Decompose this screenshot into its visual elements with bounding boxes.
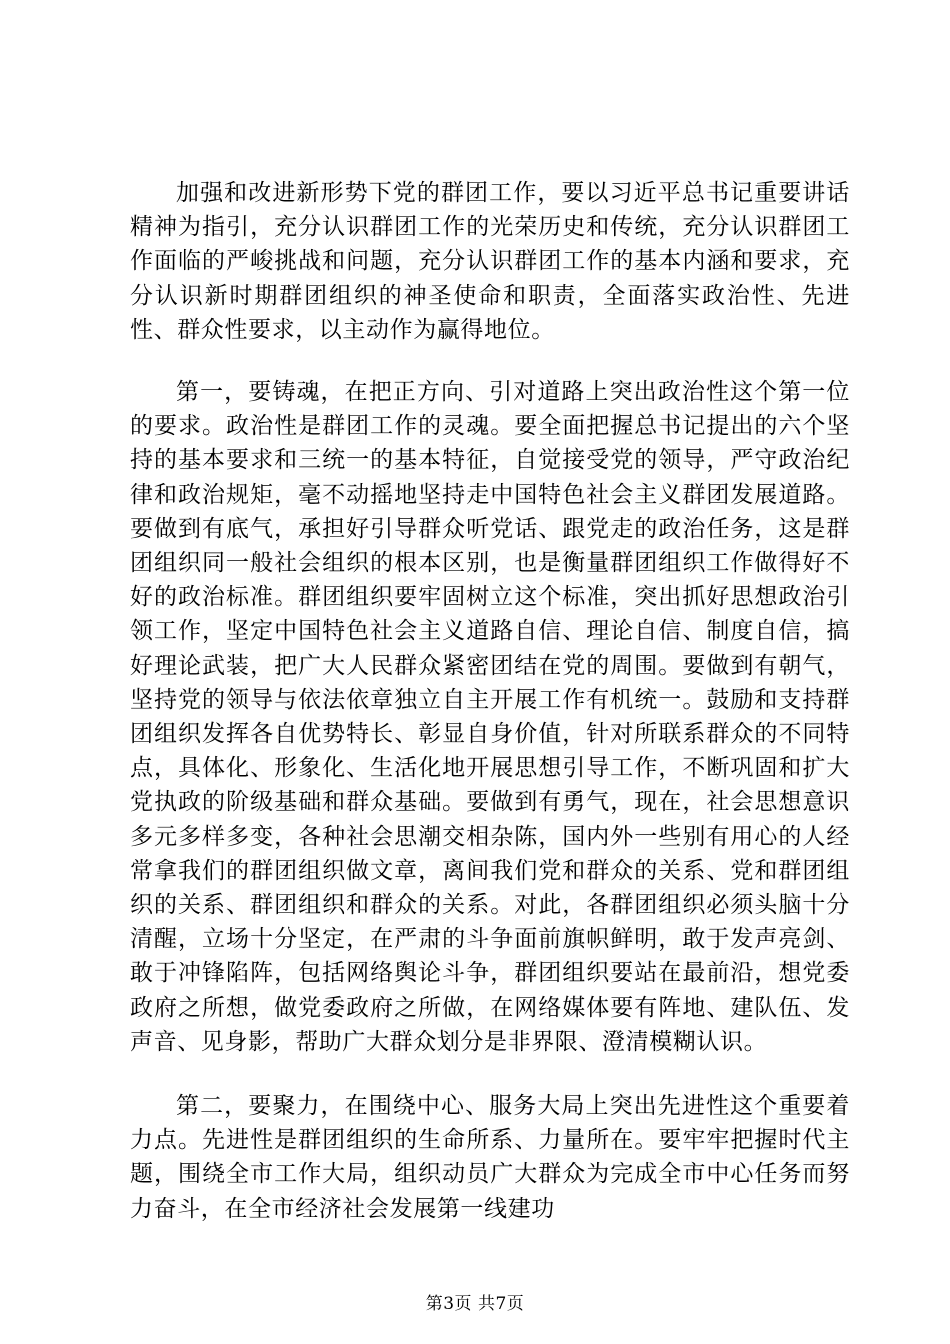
paragraph-second-point: 第二，要聚力，在围绕中心、服务大局上突出先进性这个重要着力点。先进性是群团组织的生命所系、力量所在。要牢牢把握时代主题，围绕全市工作大局，组织动员广大群众为完成全市中心任务而努力奋斗，在全市经济社会发展第一线建功 <box>130 1093 850 1222</box>
document-body <box>130 176 850 1254</box>
page-number-footer: 第3页 共7页 <box>425 1294 525 1314</box>
paragraph-first-point: 第一，要铸魂，在把正方向、引对道路上突出政治性这个第一位的要求。政治性是群团工作的灵魂。要全面把握总书记提出的六个坚持的基本要求和三统一的基本特征，自觉接受党的领导，严守政治纪律和政治规矩，毫不动摇地坚持走中国特色社会主义群团发展道路。要做到有底气，承担好引导群众听党话、跟党走的政治任务，这是群团组织同一般社会组织的根本区别，也是衡量群团组织工作做得好不好的政治标准。群团组织要牢固树立这个标准，突出抓好思想政治引领工作，坚定中国特色社会主义道路自信、理论自信、制度自信，搞好理论武装，把广大人民群众紧密团结在党的周围。要做到有朝气，坚持党的领导与依法依章独立自主开展工作有机统一。鼓励和支持群团组织发挥各自优势特长、彰显自身价值，针对所联系群众的不同特点，具体化、形象化、生活化地开展思想引导工作，不断巩固和扩大党执政的阶级基础和群众基础。要做到有勇气，现在，社会思想意识多元多样多变，各种社会思潮交相杂陈，国内外一些别有用心的人经常拿我们的群团组织做文章，离间我们党和群众的关系、党和群团组织的关系、群团组织和群众的关系。对此，各群团组织必须头脑十分清醒，立场十分坚定，在严肃的斗争面前旗帜鲜明，敢于发声亮剑、敢于冲锋陷阵，包括网络舆论斗争，群团组织要站在最前沿，想党委政府之所想，做党委政府之所做，在网络媒体要有阵地、建队伍、发声音、见身影，帮助广大群众划分是非界限、澄清模糊认识。 <box>130 379 850 1055</box>
paragraph-intro: 加强和改进新形势下党的群团工作，要以习近平总书记重要讲话精神为指引，充分认识群团工作的光荣历史和传统，充分认识群团工作面临的严峻挑战和问题，充分认识群团工作的基本内涵和要求，充分认识新时期群团组织的神圣使命和职责，全面落实政治性、先进性、群众性要求，以主动作为赢得地位。 <box>130 180 850 343</box>
